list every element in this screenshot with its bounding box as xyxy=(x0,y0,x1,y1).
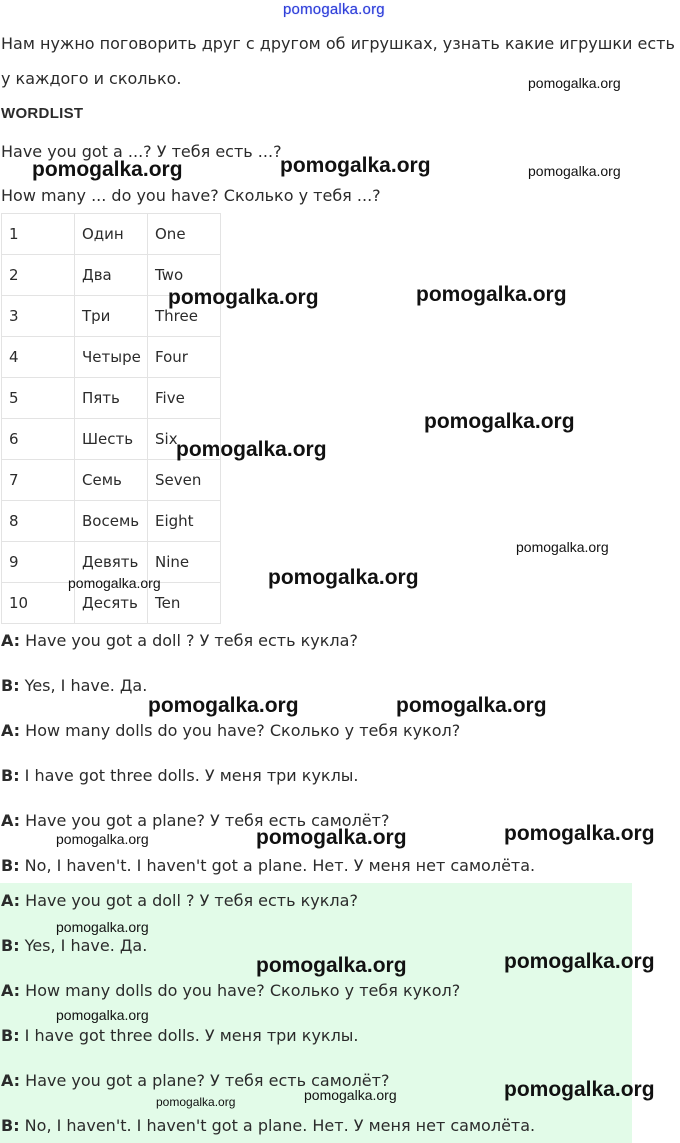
dialogue-line xyxy=(1,766,359,785)
number-russian: Десять xyxy=(75,583,148,624)
table-row xyxy=(2,337,221,378)
dialogue-line-highlighted xyxy=(1,1026,359,1045)
phrase-how-many: How many ... do you have? Сколько у тебя ...? xyxy=(1,186,381,205)
watermark: pomogalka.org xyxy=(416,283,567,306)
wordlist-heading: WORDLIST xyxy=(1,105,84,122)
number-digit: 6 xyxy=(2,419,75,460)
number-digit: 7 xyxy=(2,460,75,501)
number-digit: 8 xyxy=(2,501,75,542)
speaker-label: A: xyxy=(1,811,21,830)
watermark: pomogalka.org xyxy=(56,919,149,935)
number-russian: Восемь xyxy=(75,501,148,542)
dialogue-text: Yes, I have. Да. xyxy=(19,936,148,955)
watermark: pomogalka.org xyxy=(280,154,431,177)
number-english: One xyxy=(148,214,221,255)
number-digit: 1 xyxy=(2,214,75,255)
number-digit: 4 xyxy=(2,337,75,378)
speaker-label: A: xyxy=(1,631,21,650)
number-english: Ten xyxy=(148,583,221,624)
watermark: pomogalka.org xyxy=(528,163,621,179)
number-english: Nine xyxy=(148,542,221,583)
numbers-table xyxy=(1,213,221,624)
watermark: pomogalka.org xyxy=(56,831,149,847)
speaker-label: A: xyxy=(1,1071,21,1090)
speaker-label: B: xyxy=(1,856,20,875)
speaker-label: A: xyxy=(1,721,21,740)
dialogue-line xyxy=(1,721,460,740)
watermark: pomogalka.org xyxy=(504,1078,655,1101)
dialogue-text: Have you got a doll ? У тебя есть кукла? xyxy=(20,631,358,650)
watermark: pomogalka.org xyxy=(256,826,407,849)
dialogue-text: No, I haven't. I haven't got a plane. Нет. У меня нет самолёта. xyxy=(19,1116,536,1135)
watermark: pomogalka.org xyxy=(68,575,161,591)
number-digit: 2 xyxy=(2,255,75,296)
watermark: pomogalka.org xyxy=(504,822,655,845)
speaker-label: B: xyxy=(1,936,20,955)
number-english: Eight xyxy=(148,501,221,542)
speaker-label: B: xyxy=(1,676,20,695)
dialogue-line xyxy=(1,676,147,695)
dialogue-text: Have you got a plane? У тебя есть самолёт? xyxy=(20,811,390,830)
number-russian: Семь xyxy=(75,460,148,501)
number-english: Seven xyxy=(148,460,221,501)
intro-text-line-2: у каждого и сколько. xyxy=(1,69,182,88)
dialogue-line-highlighted xyxy=(1,891,358,910)
number-russian: Один xyxy=(75,214,148,255)
watermark: pomogalka.org xyxy=(56,1007,149,1023)
number-english: Three xyxy=(148,296,221,337)
dialogue-text: Yes, I have. Да. xyxy=(19,676,148,695)
speaker-label: A: xyxy=(1,981,21,1000)
speaker-label: A: xyxy=(1,891,21,910)
dialogue-text: How many dolls do you have? Сколько у тебя кукол? xyxy=(20,721,461,740)
watermark: pomogalka.org xyxy=(256,954,407,977)
watermark: pomogalka.org xyxy=(168,286,319,309)
number-english: Five xyxy=(148,378,221,419)
table-row xyxy=(2,214,221,255)
dialogue-text: How many dolls do you have? Сколько у тебя кукол? xyxy=(20,981,461,1000)
phrase-have-you-got: Have you got a ...? У тебя есть ...? xyxy=(1,142,282,161)
dialogue-line xyxy=(1,856,535,875)
dialogue-line-highlighted xyxy=(1,1116,535,1135)
speaker-label: B: xyxy=(1,1026,20,1045)
number-russian: Четыре xyxy=(75,337,148,378)
dialogue-line-highlighted xyxy=(1,981,460,1000)
watermark: pomogalka.org xyxy=(528,75,621,91)
watermark: pomogalka.org xyxy=(268,566,419,589)
number-digit: 5 xyxy=(2,378,75,419)
number-digit: 3 xyxy=(2,296,75,337)
number-digit: 10 xyxy=(2,583,75,624)
dialogue-line xyxy=(1,631,358,650)
table-row xyxy=(2,501,221,542)
watermark: pomogalka.org xyxy=(304,1087,397,1103)
dialogue-text: I have got three dolls. У меня три куклы. xyxy=(19,766,359,785)
dialogue-text: I have got three dolls. У меня три куклы. xyxy=(19,1026,359,1045)
table-row xyxy=(2,378,221,419)
watermark: pomogalka.org xyxy=(176,438,327,461)
watermark: pomogalka.org xyxy=(424,410,575,433)
watermark: pomogalka.org xyxy=(32,158,183,181)
number-russian: Девять xyxy=(75,542,148,583)
watermark: pomogalka.org xyxy=(396,694,547,717)
watermark: pomogalka.org xyxy=(148,694,299,717)
number-english: Two xyxy=(148,255,221,296)
number-russian: Пять xyxy=(75,378,148,419)
watermark: pomogalka.org xyxy=(156,1095,236,1109)
dialogue-line-highlighted xyxy=(1,936,147,955)
number-russian: Два xyxy=(75,255,148,296)
number-english: Six xyxy=(148,419,221,460)
table-row xyxy=(2,460,221,501)
speaker-label: B: xyxy=(1,1116,20,1135)
number-russian: Три xyxy=(75,296,148,337)
watermark: pomogalka.org xyxy=(516,539,609,555)
dialogue-text: Have you got a plane? У тебя есть самолёт? xyxy=(20,1071,390,1090)
site-logo[interactable]: pomogalka.org xyxy=(283,1,385,18)
number-english: Four xyxy=(148,337,221,378)
number-digit: 9 xyxy=(2,542,75,583)
dialogue-text: Have you got a doll ? У тебя есть кукла? xyxy=(20,891,358,910)
watermark: pomogalka.org xyxy=(504,950,655,973)
dialogue-text: No, I haven't. I haven't got a plane. Нет. У меня нет самолёта. xyxy=(19,856,536,875)
number-russian: Шесть xyxy=(75,419,148,460)
intro-text-line-1: Нам нужно поговорить друг с другом об игрушках, узнать какие игрушки есть xyxy=(1,34,675,53)
speaker-label: B: xyxy=(1,766,20,785)
